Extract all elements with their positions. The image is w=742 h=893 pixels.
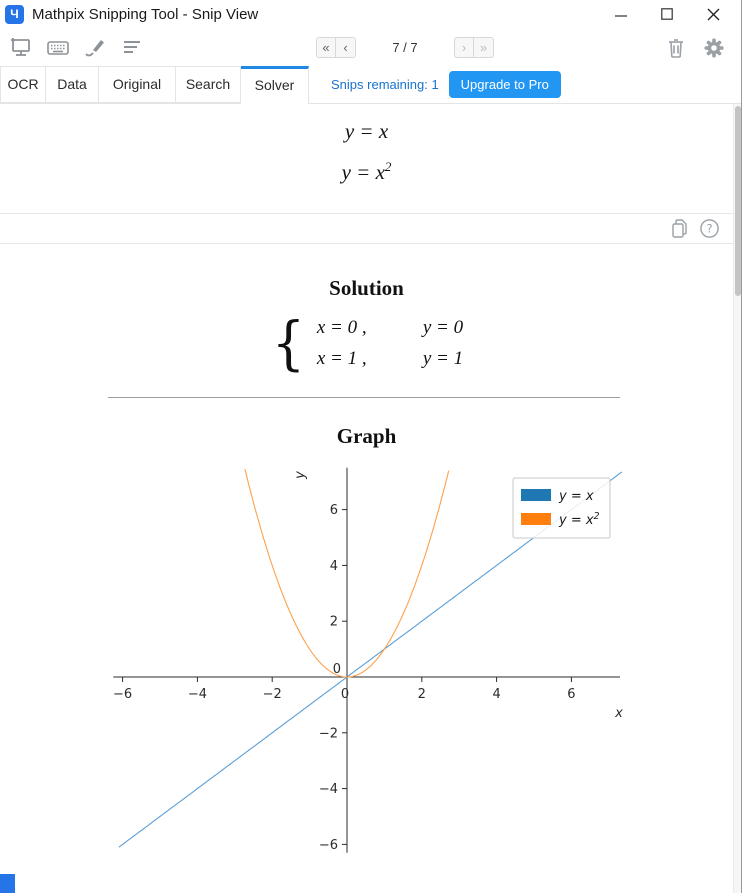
maximize-button[interactable] <box>644 0 690 28</box>
y-axis-label: y <box>293 471 308 479</box>
last-snip-button[interactable]: » <box>474 37 494 58</box>
snip-page-indicator: 7 / 7 <box>392 40 418 55</box>
toolbar <box>0 30 742 66</box>
copy-button[interactable] <box>670 218 689 244</box>
window-title: Mathpix Snipping Tool - Snip View <box>32 5 259 23</box>
svg-text:4: 4 <box>329 558 338 574</box>
pen-icon <box>83 36 107 58</box>
settings-button[interactable] <box>702 36 726 60</box>
result-actions <box>670 218 720 244</box>
legend-label-2: $y = x^2$ <box>559 511 600 528</box>
svg-text:−6: −6 <box>113 687 133 702</box>
close-icon <box>707 8 720 21</box>
legend-swatch-1 <box>521 489 551 501</box>
tab-bar <box>0 66 742 104</box>
recognized-equations <box>0 108 733 190</box>
equation-2-text: y = x <box>341 160 385 184</box>
lines-button[interactable] <box>120 35 144 59</box>
tab-ocr[interactable]: OCR <box>0 66 46 103</box>
taskbar-fragment <box>0 874 15 893</box>
svg-text:−6: −6 <box>318 837 338 853</box>
svg-text:0: 0 <box>332 662 341 677</box>
solver-graph <box>88 455 633 870</box>
section-rule <box>108 397 620 398</box>
minimize-icon <box>615 8 627 20</box>
case-2-x: x = 1 , <box>316 348 367 369</box>
equation-2-sup: 2 <box>384 159 392 174</box>
equation-1-text: y = x <box>344 119 389 143</box>
screen-snip-icon <box>9 36 33 58</box>
graph-canvas <box>88 455 633 870</box>
graph-heading: Graph <box>336 424 397 448</box>
case-row-2 <box>317 345 463 372</box>
solver-pane <box>0 104 733 893</box>
divider <box>0 243 733 244</box>
new-snip-button[interactable] <box>9 35 33 59</box>
help-button[interactable] <box>699 218 720 244</box>
svg-text:2: 2 <box>417 687 426 702</box>
case-2-y: y = 1 <box>422 348 464 369</box>
tab-original[interactable]: Original <box>99 66 176 103</box>
keyboard-entry-button[interactable] <box>46 35 70 59</box>
cases-brace: { <box>271 309 305 377</box>
copy-icon <box>670 218 689 239</box>
svg-text:−4: −4 <box>318 782 338 798</box>
close-button[interactable] <box>690 0 736 28</box>
trash-icon <box>666 37 686 59</box>
question-icon <box>699 218 720 239</box>
legend-swatch-2 <box>521 513 551 525</box>
svg-text:−4: −4 <box>187 687 207 702</box>
solution-cases <box>0 310 733 376</box>
svg-text:−2: −2 <box>262 687 282 702</box>
tab-solver[interactable]: Solver <box>241 66 309 105</box>
case-1-x: x = 0 , <box>316 317 367 338</box>
keyboard-icon <box>46 36 70 58</box>
svg-text:0: 0 <box>340 687 350 702</box>
mathpix-logo-icon: Ч <box>5 5 24 24</box>
snip-navigation <box>316 37 494 58</box>
draw-button[interactable] <box>83 35 107 59</box>
previous-snip-button[interactable]: ‹ <box>336 37 356 58</box>
gear-icon <box>703 37 725 59</box>
snips-remaining-label: Snips remaining: 1 <box>331 77 439 92</box>
svg-text:6: 6 <box>329 503 338 519</box>
legend-box <box>513 478 610 538</box>
vertical-scrollbar[interactable] <box>733 104 741 893</box>
next-snip-button[interactable]: › <box>454 37 474 58</box>
x-axis-label: x <box>615 706 623 721</box>
case-row-1 <box>317 314 463 341</box>
svg-text:?: ? <box>706 221 713 236</box>
svg-text:6: 6 <box>567 687 576 702</box>
text-lines-icon <box>121 36 143 58</box>
tab-search[interactable]: Search <box>176 66 241 103</box>
maximize-icon <box>661 8 673 20</box>
minimize-button[interactable] <box>598 0 644 28</box>
upgrade-to-pro-button[interactable]: Upgrade to Pro <box>449 71 561 98</box>
svg-text:2: 2 <box>329 614 338 630</box>
equation-1 <box>0 108 733 149</box>
solution-heading: Solution <box>329 276 404 300</box>
divider <box>0 213 733 214</box>
svg-text:4: 4 <box>492 687 501 702</box>
first-snip-button[interactable]: « <box>316 37 336 58</box>
titlebar <box>0 0 742 28</box>
delete-snip-button[interactable] <box>664 36 688 60</box>
legend-label-1: y = x <box>559 489 594 504</box>
svg-text:−2: −2 <box>318 726 338 742</box>
equation-2 <box>0 149 733 190</box>
case-1-y: y = 0 <box>422 317 464 338</box>
tab-data[interactable]: Data <box>46 66 99 103</box>
